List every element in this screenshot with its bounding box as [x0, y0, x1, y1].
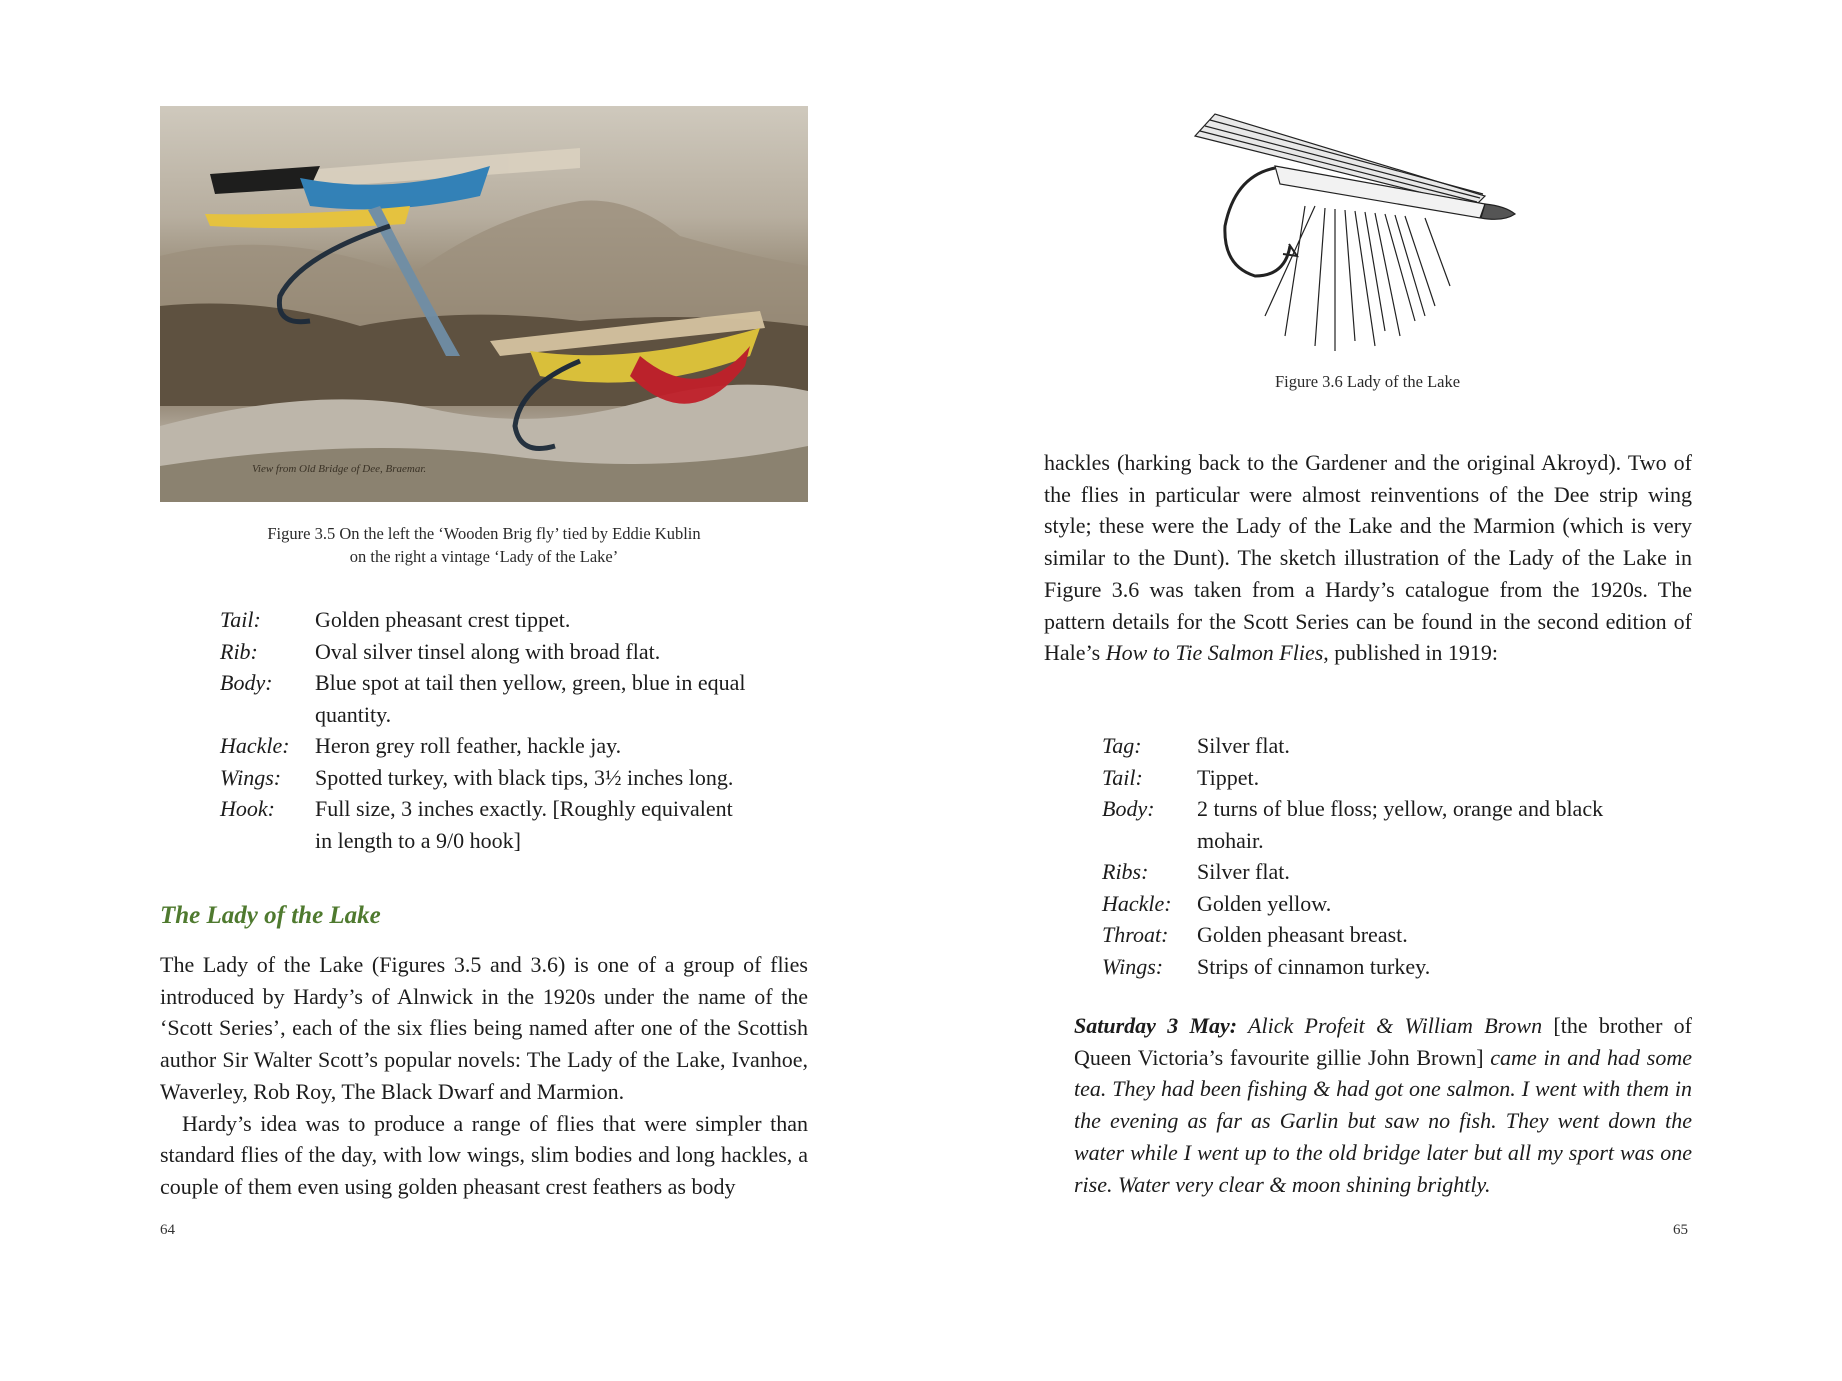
pattern-value: Golden yellow. [1197, 890, 1332, 916]
pattern-label: Wings: [1102, 953, 1164, 979]
figure-3-6-caption: Figure 3.6 Lady of the Lake [1274, 372, 1461, 391]
figure-3-6-sketch [1185, 106, 1550, 356]
pattern-value: Silver flat. [1197, 859, 1290, 884]
pattern-row [1102, 919, 1647, 951]
pattern-value: Heron grey roll feather, hackle jay. [315, 733, 622, 758]
paragraph [1044, 447, 1692, 669]
photo-inset-caption: View from Old Bridge of Dee, Braemar. [252, 463, 427, 475]
pattern-label: Hackle: [1102, 890, 1172, 916]
paragraph-text-end: , published in 1919: [1323, 640, 1499, 666]
caption-line-1: Figure 3.5 On the left the ‘Wooden Brig fly’ tied by Eddie Kublin [267, 524, 701, 543]
section-heading: The Lady of the Lake [160, 902, 381, 929]
pattern-label: Tail: [1102, 764, 1143, 790]
pattern-row [1102, 951, 1647, 983]
page-number: 64 [160, 1222, 175, 1238]
pattern-row [1102, 730, 1647, 762]
pattern-label: Wings: [220, 764, 282, 790]
book-title: How to Tie Salmon Flies [1105, 640, 1324, 666]
pattern-label: Ribs: [1102, 859, 1149, 884]
pattern-label: Hackle: [220, 733, 290, 758]
pattern-value: Full size, 3 inches exactly. [Roughly equivalent in length to a 9/0 hook] [315, 796, 733, 853]
pattern-row [1102, 888, 1647, 920]
pattern-row [1102, 793, 1647, 856]
paragraph: Hardy’s idea was to produce a range of flies that were simpler than standard flies of the day, with low wings, slim bodies and long hackles, a couple of them even using golden pheasant crest feathers as body [160, 1110, 808, 1199]
diary-date: Saturday 3 May: [1074, 1013, 1238, 1038]
pattern-label: Tail: [220, 607, 261, 632]
pattern-value: Golden pheasant crest tippet. [315, 607, 571, 632]
pattern-label: Body: [220, 670, 273, 695]
pattern-label: Rib: [220, 638, 258, 664]
pattern-value: Oval silver tinsel along with broad flat. [315, 638, 661, 664]
pattern-value: Tippet. [1197, 764, 1260, 790]
pattern-row [1102, 856, 1647, 888]
caption-line-2: on the right a vintage ‘Lady of the Lake’ [349, 547, 619, 566]
pattern-value: Blue spot at tail then yellow, green, blue in equal quantity. [315, 670, 746, 727]
paragraph: The Lady of the Lake (Figures 3.5 and 3.6) is one of a group of flies introduced by Hardy’s of Alnwick in the 1920s under the name of the ‘Scott Series’, each of the six flies being named after one of the Scottish author Sir Walter Scott’s popular novels: The Lady of the Lake, Ivanhoe, Waverley, Rob Roy, The Black Dwarf and Marmion. [160, 952, 808, 1104]
page-number: 65 [1673, 1222, 1688, 1238]
pattern-value: Strips of cinnamon turkey. [1197, 953, 1431, 979]
lady-of-the-lake-pattern-list [1102, 730, 1647, 982]
pattern-value: Golden pheasant breast. [1197, 922, 1408, 947]
pattern-label: Hook: [220, 796, 275, 821]
pattern-label: Body: [1102, 796, 1155, 821]
pattern-value: Silver flat. [1197, 733, 1290, 758]
body-text-right [1044, 447, 1692, 669]
pattern-value: 2 turns of blue floss; yellow, orange and black mohair. [1197, 796, 1604, 853]
pattern-value: Spotted turkey, with black tips, 3½ inches long. [315, 764, 734, 790]
diary-text: came in and had some tea. They had been fishing & had got one salmon. I went with them in the evening as far as Garlin but saw no fish. They went down the water while I went up to the old bridge later but all my sport was one rise. Water very clear & moon shining brightly. [1074, 1044, 1692, 1197]
pattern-label: Tag: [1102, 733, 1142, 758]
pattern-label: Throat: [1102, 922, 1169, 947]
diary-names: Alick Profeit & William Brown [1237, 1013, 1554, 1038]
pattern-row [1102, 762, 1647, 794]
paragraph-text: hackles (harking back to the Gardener and the original Akroyd). Two of the flies in particular were almost reinventions of the Dee strip wing style; these were the Lady of the Lake and the Marmion (which is very similar to the Dunt). The sketch illustration of the Lady of the Lake in Figure 3.6 was taken from a Hardy’s catalogue from the 1920s. The pattern details for the Scott Series can be found in the second edition of Hale’s [1044, 450, 1692, 666]
diary-entry [1074, 1010, 1692, 1200]
diary-bracket-note: [the brother of Queen Victoria’s favourite gillie John Brown] [1074, 1013, 1693, 1070]
